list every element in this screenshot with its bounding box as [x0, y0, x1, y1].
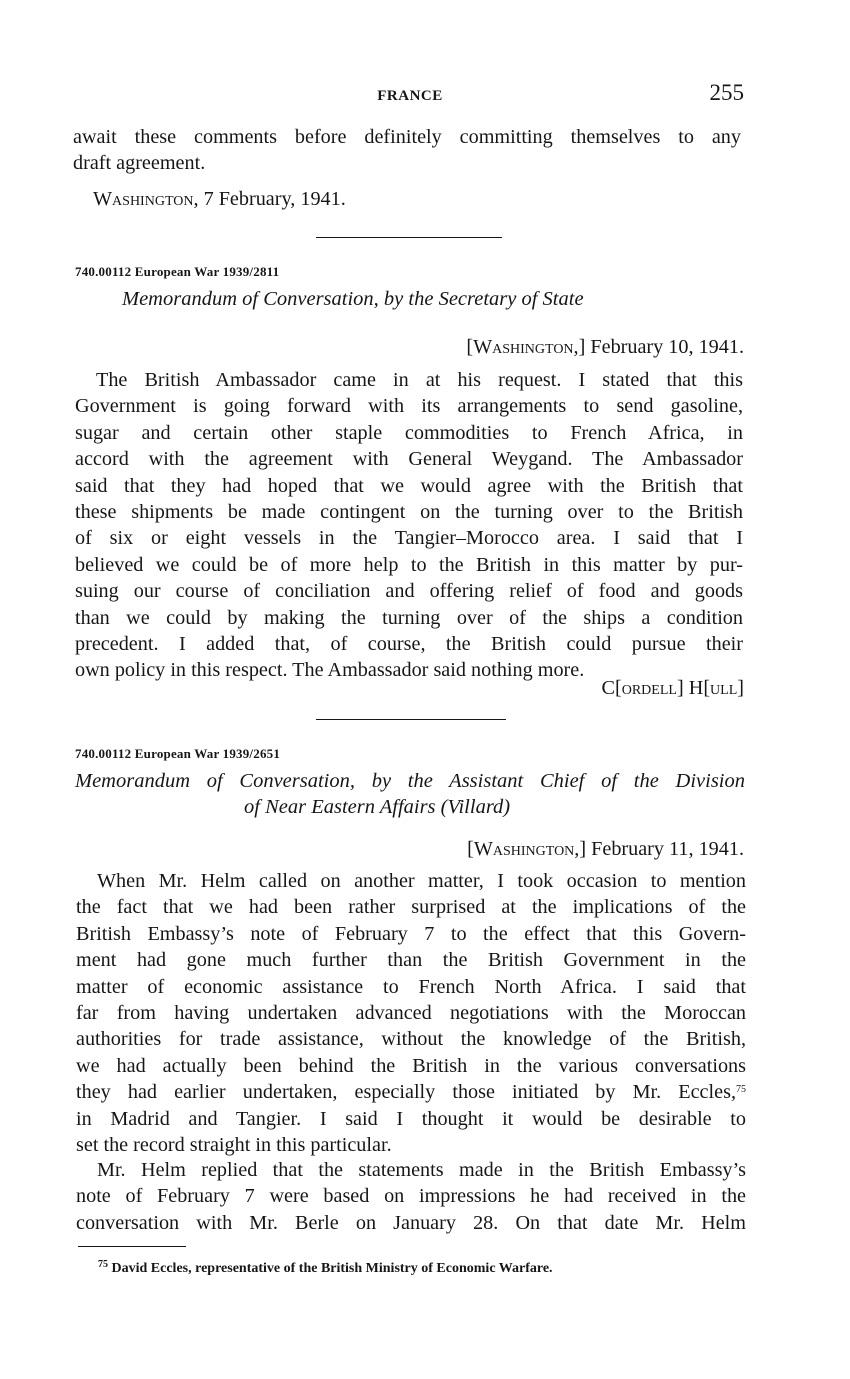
footnote-number: 75: [98, 1259, 108, 1270]
text-line: precedent. I added that, of course, the British could pursue their: [75, 633, 743, 656]
text-line: When Mr. Helm called on another matter, I took occasion to mention: [97, 870, 746, 892]
text-line: we had actually been behind the British in the various conversations: [76, 1054, 746, 1077]
footnote-text: David Eccles, representative of the British Ministry of Economic Warfare.: [111, 1261, 553, 1276]
body-paragraph: [76, 1157, 746, 1236]
text-line: these shipments be made contingent on the turning over to the British: [75, 501, 743, 524]
text-line: authorities for trade assistance, without the knowledge of the British,: [76, 1028, 746, 1051]
file-number: 740.00112 European War 1939/2651: [75, 746, 281, 761]
text-line: of six or eight vessels in the Tangier–Morocco area. I said that I: [75, 527, 743, 550]
text-line: The British Ambassador came in at his request. I stated that this: [96, 369, 743, 391]
footnote-rule: [78, 1246, 186, 1247]
running-title: FRANCE: [377, 88, 443, 104]
section-divider: [316, 719, 506, 720]
text-line: set the record straight in this particular.: [76, 1134, 392, 1157]
section-divider: [316, 237, 502, 238]
text-line: accord with the agreement with General Weygand. The Ambassador: [75, 448, 743, 471]
place-name: Washington: [473, 336, 574, 358]
date-text: February 11, 1941.: [586, 838, 744, 860]
body-paragraph: [76, 868, 746, 1158]
document-dateline: [Washington,] February 11, 1941.: [467, 838, 744, 860]
text-line: they had earlier undertaken, especially those initiated by Mr. Eccles,$^{75}$: [76, 1081, 746, 1104]
text-line: believed we could be of more help to the British in this matter by pur-: [75, 553, 743, 576]
footnote: [98, 1261, 553, 1277]
date-text: February 10, 1941.: [585, 336, 744, 358]
text-line: said that they had hoped that we would agree with the British that: [75, 474, 743, 497]
page-header: [76, 80, 744, 110]
text-line: in Madrid and Tangier. I said I thought it would be desirable to: [76, 1107, 746, 1130]
body-paragraph: [75, 367, 743, 684]
file-number: 740.00112 European War 1939/2811: [75, 264, 280, 279]
signature: C[ordell] H[ull]: [601, 677, 744, 699]
continuation-dateline: [93, 186, 346, 212]
document-title-continued: of Near Eastern Affairs (Villard): [244, 796, 511, 818]
text-line: ment had gone much further than the British Government in the: [76, 949, 746, 972]
text-line: note of February 7 were based on impressions he had received in the: [76, 1185, 746, 1208]
text-line: matter of economic assistance to French North Africa. I said that: [76, 975, 746, 998]
page-number: 255: [709, 80, 744, 105]
text-line: the fact that we had been rather surprised at the implications of the: [76, 896, 746, 919]
text-line: Government is going forward with its arrangements to send gasoline,: [75, 395, 743, 418]
place-name: Washington: [93, 188, 194, 210]
document-title: Memorandum of Conversation, by the Secretary of State: [122, 288, 584, 310]
text-line: than we could by making the turning over of the ships a condition: [75, 606, 743, 629]
text-line: Mr. Helm replied that the statements made in the British Embassy’s: [97, 1159, 746, 1181]
place-name: Washington: [473, 838, 575, 860]
text-line: draft agreement.: [73, 152, 206, 175]
text-line: British Embassy’s note of February 7 to the effect that this Govern-: [76, 922, 746, 945]
text-line: await these comments before definitely committing themselves to any: [73, 126, 741, 148]
document-dateline: [Washington,] February 10, 1941.: [466, 336, 744, 358]
document-title: Memorandum of Conversation, by the Assistant Chief of the Division: [75, 770, 745, 792]
text-line: sugar and certain other staple commodities to French Africa, in: [75, 421, 743, 444]
footnote-reference: 75: [736, 1084, 746, 1096]
date-text: , 7 February, 1941.: [193, 188, 346, 210]
text-line: conversation with Mr. Berle on January 28. On that date Mr. Helm: [76, 1211, 746, 1234]
text-line: far from having undertaken advanced negotiations with the Moroccan: [76, 1002, 746, 1025]
continuation-paragraph: [73, 124, 741, 177]
text-line: suing our course of conciliation and offering relief of food and goods: [75, 580, 743, 603]
text-line: own policy in this respect. The Ambassador said nothing more.: [75, 659, 585, 682]
